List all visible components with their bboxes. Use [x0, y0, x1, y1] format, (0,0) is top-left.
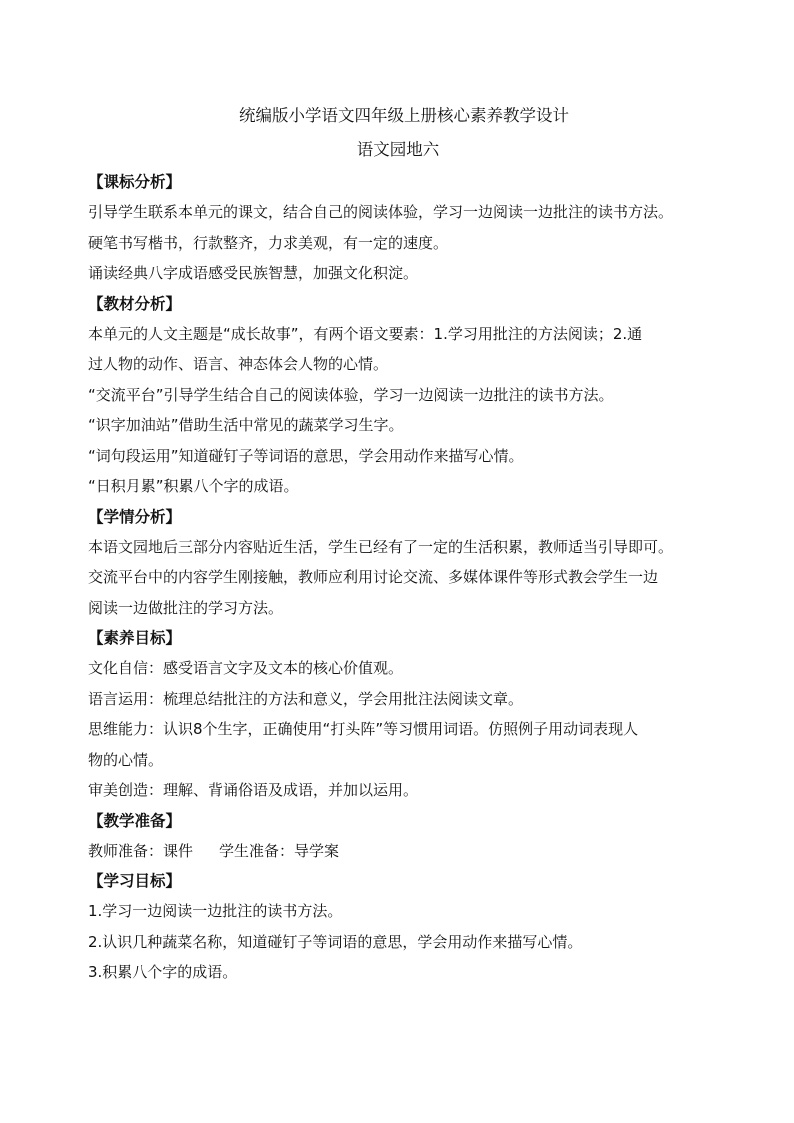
- student-preparation: 学生准备：导学案: [219, 841, 340, 860]
- paragraph: 引导学生联系本单元的课文，结合自己的阅读体验，学习一边阅读一边批注的读书方法。: [88, 203, 674, 221]
- section-heading-curriculum-analysis: 【课标分析】: [88, 173, 182, 191]
- paragraph: “识字加油站”借助生活中常见的蔬菜学习生字。: [88, 416, 404, 434]
- paragraph-line: 本单元的人文主题是“成长故事”，有两个语文要素：1.学习用批注的方法阅读；2.通: [88, 324, 643, 343]
- preparation-line: [88, 836, 708, 867]
- objective-item: 1.学习一边阅读一边批注的读书方法。: [88, 902, 343, 920]
- paragraph-line: 物的心情。: [88, 750, 164, 769]
- objective-item: 2.认识几种蔬菜名称，知道碰钉子等词语的意思，学会用动作来描写心情。: [88, 932, 583, 951]
- paragraph: 文化自信：感受语言文字及文本的核心价值观。: [88, 659, 404, 677]
- objective-item: 3.积累八个字的成语。: [88, 963, 238, 981]
- paragraph: 硬笔书写楷书，行款整齐，力求美观，有一定的速度。: [88, 233, 449, 252]
- paragraph: 语言运用：梳理总结批注的方法和意义，学会用批注法阅读文章。: [88, 689, 524, 708]
- paragraph: 诵读经典八字成语感受民族智慧，加强文化积淀。: [88, 264, 419, 282]
- paragraph: “交流平台”引导学生结合自己的阅读体验，学习一边阅读一边批注的读书方法。: [88, 385, 614, 404]
- document-content: [88, 99, 708, 988]
- section-heading-learning-objectives: 【学习目标】: [88, 872, 182, 890]
- teacher-preparation: 教师准备：课件: [88, 841, 194, 860]
- section-heading-textbook-analysis: 【教材分析】: [88, 294, 182, 313]
- document-subtitle: 语文园地六: [356, 140, 440, 159]
- section-heading-learner-analysis: 【学情分析】: [88, 507, 182, 526]
- section-heading-teaching-preparation: 【教学准备】: [88, 811, 182, 830]
- paragraph-line: 过人物的动作、语言、神态体会人物的心情。: [88, 355, 389, 373]
- paragraph-line: 阅读一边做批注的学习方法。: [88, 598, 284, 617]
- paragraph: “词句段运用”知道碰钉子等词语的意思，学会用动作来描写心情。: [88, 446, 524, 465]
- paragraph: 本语文园地后三部分内容贴近生活，学生已经有了一定的生活积累，教师适当引导即可。: [88, 537, 674, 556]
- paragraph: “日积月累”积累八个字的成语。: [88, 477, 299, 495]
- paragraph-line: 交流平台中的内容学生刚接触，教师应利用讨论交流、多媒体课件等形式教会学生一边: [88, 568, 659, 586]
- section-heading-literacy-goals: 【素养目标】: [88, 629, 182, 647]
- paragraph-line: 思维能力：认识8个生字，正确使用“打头阵”等习惯用词语。仿照例子用动词表现人: [88, 720, 639, 738]
- document-title: 统编版小学语文四年级上册核心素养教学设计: [239, 106, 569, 125]
- paragraph: 审美创造：理解、背诵俗语及成语，并加以运用。: [88, 781, 419, 799]
